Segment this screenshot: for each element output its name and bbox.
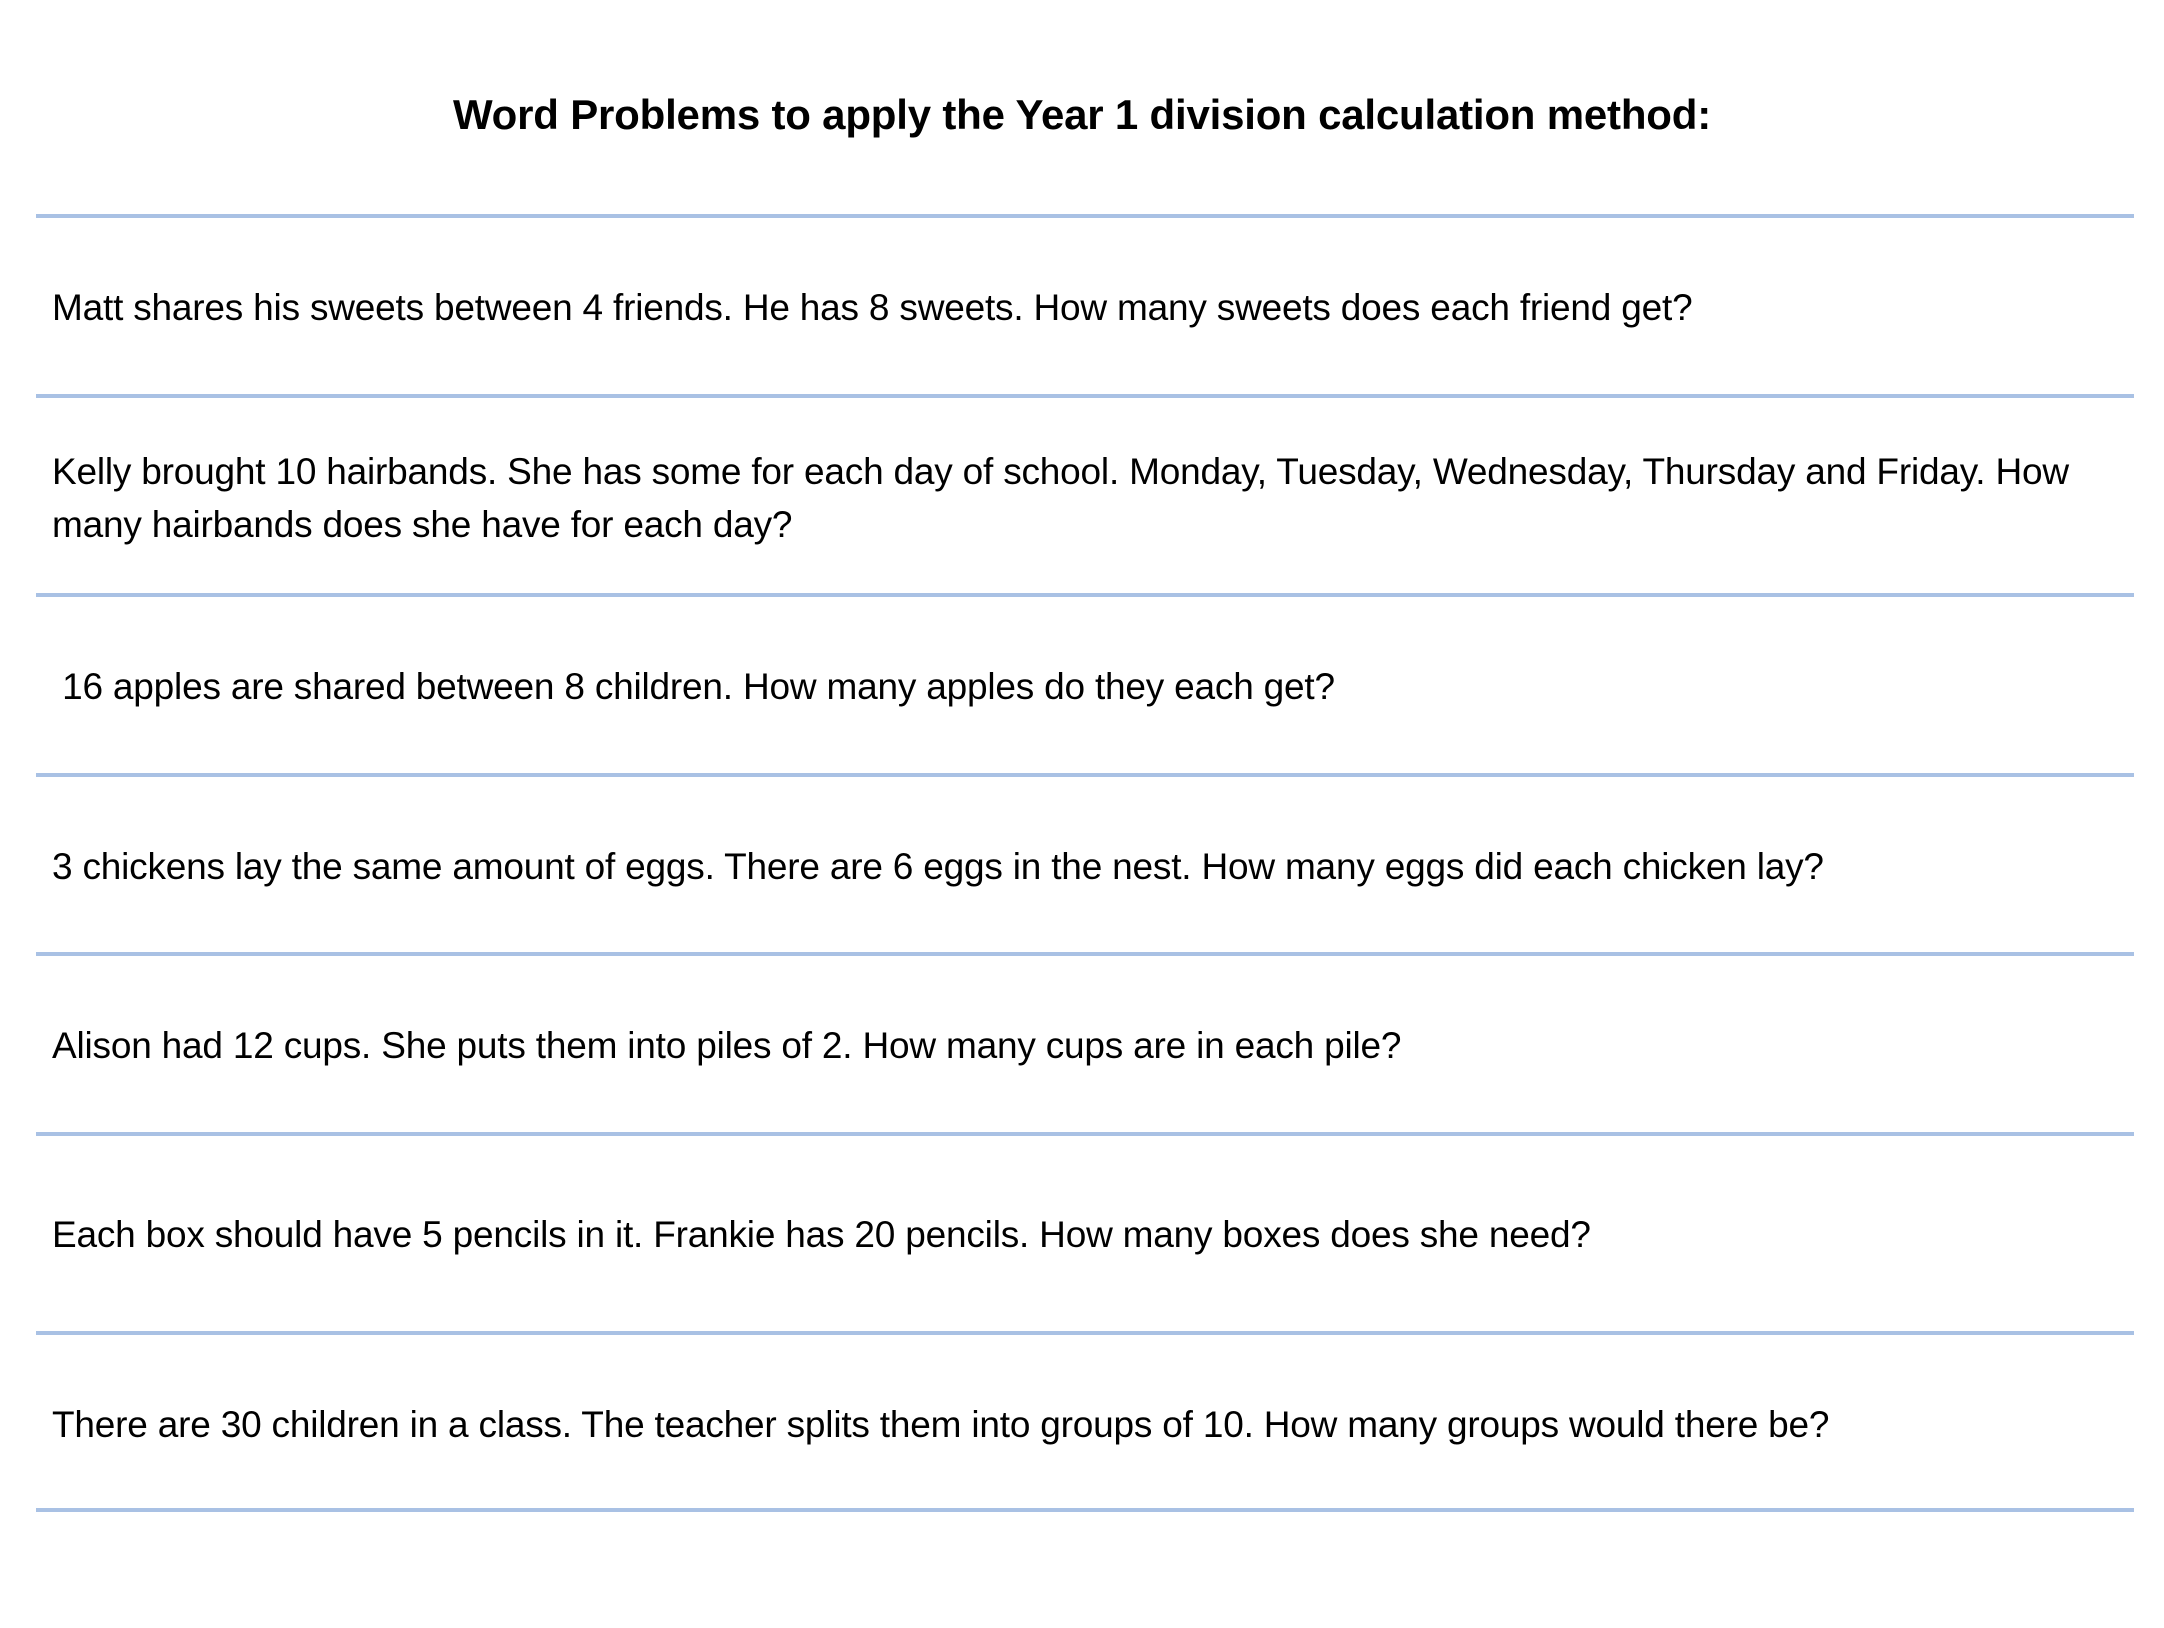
problem-4: 3 chickens lay the same amount of eggs. There are 6 eggs in the nest. How many eggs did each chicken lay? bbox=[52, 846, 1824, 887]
problem-7: There are 30 children in a class. The teacher splits them into groups of 10. How many groups would there be? bbox=[52, 1404, 1830, 1445]
problem-2: Kelly brought 10 hairbands. She has some for each day of school. Monday, Tuesday, Wednesday, Thursday and Friday. How many hairbands does she have for each day? bbox=[52, 451, 2069, 545]
divider-line bbox=[36, 593, 2134, 597]
problem-3: 16 apples are shared between 8 children. How many apples do they each get? bbox=[52, 666, 1335, 707]
problem-1: Matt shares his sweets between 4 friends. He has 8 sweets. How many sweets does each friend get? bbox=[52, 287, 1693, 328]
worksheet-title: Word Problems to apply the Year 1 division calculation method: bbox=[453, 91, 1711, 138]
divider-line bbox=[36, 1132, 2134, 1136]
divider-line bbox=[36, 952, 2134, 956]
problem-6: Each box should have 5 pencils in it. Frankie has 20 pencils. How many boxes does she need? bbox=[52, 1214, 1591, 1255]
divider-line bbox=[36, 1331, 2134, 1335]
divider-line bbox=[36, 394, 2134, 398]
divider-line bbox=[36, 773, 2134, 777]
divider-line bbox=[36, 214, 2134, 218]
problem-5: Alison had 12 cups. She puts them into piles of 2. How many cups are in each pile? bbox=[52, 1025, 1402, 1066]
divider-line bbox=[36, 1508, 2134, 1512]
